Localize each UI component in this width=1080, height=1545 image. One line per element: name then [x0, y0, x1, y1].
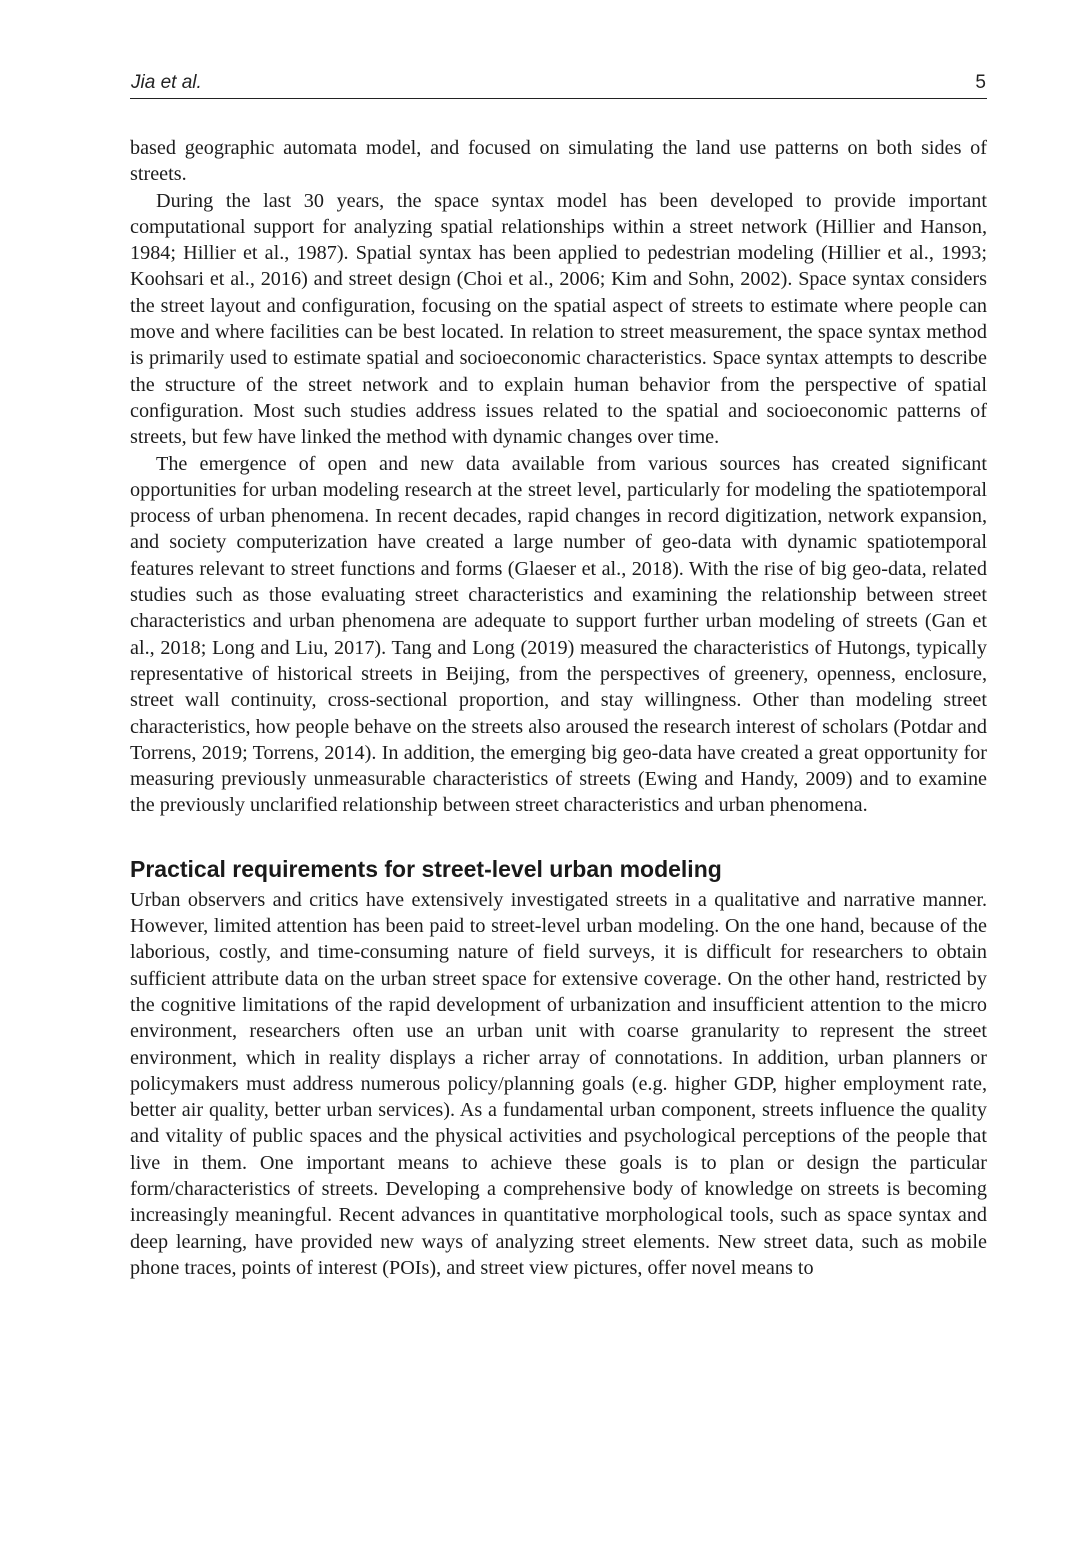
running-head-authors: Jia et al.	[131, 72, 202, 93]
paragraph-big-geo-data: The emergence of open and new data available from various sources has created significant opportunities for urban modeling research at the street level, particularly for modeling the spatiotemporal process of urban phenomena. In recent decades, rapid changes in record digitization, network expansion, and society computerization have created a large number of geo-data with dynamic spatiotemporal features relevant to street functions and forms (Glaeser et al., 2018). With the rise of big geo-data, related studies such as those evaluating street characteristics and examining the relationship between street characteristics and urban phenomena are adequate to support further urban modeling of streets (Gan et al., 2018; Long and Liu, 2017). Tang and Long (2019) measured the characteristics of Hutongs, typically representative of historical streets in Beijing, from the perspectives of greenery, openness, enclosure, street wall continuity, cross-sectional proportion, and stay willingness. Other than modeling street characteristics, how people behave on the streets also aroused the research interest of scholars (Potdar and Torrens, 2019; Torrens, 2014). In addition, the emerging big geo-data have created a great opportunity for measuring previously unmeasurable characteristics of streets (Ewing and Handy, 2009) and to examine the previously unclarified relationship between street characteristics and urban phenomena.	[130, 452, 987, 817]
running-header	[130, 68, 987, 99]
body-text	[130, 135, 987, 1281]
paragraph-practical-requirements: Urban observers and critics have extensively investigated streets in a qualitative and narrative manner. However, limited attention has been paid to street-level urban modeling. On the one hand, because of the laborious, costly, and time-consuming nature of field surveys, it is difficult for researchers to obtain sufficient attribute data on the urban street space for extensive coverage. On the other hand, restricted by the cognitive limitations of the rapid development of urbanization and insufficient attention to the micro environment, researchers often use an urban unit with coarse granularity to represent the street environment, which in reality displays a richer array of connotations. In addition, urban planners or policymakers must address numerous policy/planning goals (e.g. higher GDP, higher employment rate, better air quality, better urban services). As a fundamental urban component, streets influence the quality and vitality of public spaces and the physical activities and psychological perceptions of the people that live in them. One important means to achieve these goals is to plan or design the particular form/characteristics of streets. Developing a comprehensive body of knowledge on streets is becoming increasingly meaningful. Recent advances in quantitative morphological tools, such as space syntax and deep learning, have provided new ways of analyzing street elements. New street data, such as mobile phone traces, points of interest (POIs), and street view pictures, offer novel means to	[130, 888, 987, 1279]
paragraph-continued: based geographic automata model, and focused on simulating the land use patterns on both sides of streets.	[130, 137, 987, 186]
paragraph-space-syntax: During the last 30 years, the space syntax model has been developed to provide important computational support for analyzing spatial relationships within a street network (Hillier and Hanson, 1984; Hillier et al., 1987). Spatial syntax has been applied to pedestrian modeling (Hillier et al., 1993; Koohsari et al., 2016) and street design (Choi et al., 2006; Kim and Sohn, 2002). Space syntax considers the street layout and configuration, focusing on the spatial aspect of streets to estimate where people can move and where facilities can be best located. In relation to street measurement, the space syntax method is primarily used to estimate spatial and socioeconomic characteristics. Space syntax attempts to describe the structure of the street network and to explain human behavior from the perspective of spatial configuration. Most such studies address issues related to the spatial and socioeconomic patterns of streets, but few have linked the method with dynamic changes over time.	[130, 189, 987, 449]
section-heading: Practical requirements for street-level urban modeling	[130, 855, 722, 882]
page-number: 5	[975, 72, 986, 93]
